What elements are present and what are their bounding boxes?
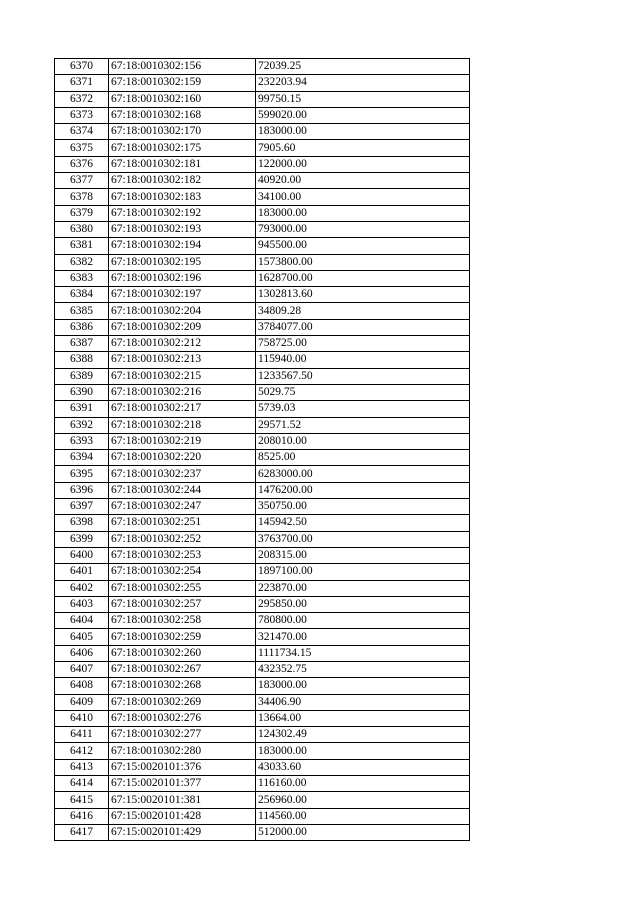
row-number-cell: 6381	[55, 238, 109, 254]
cadastral-value-table	[54, 58, 470, 841]
row-number-cell: 6379	[55, 205, 109, 221]
cadastral-value-cell: 99750.15	[256, 91, 470, 107]
row-number-cell: 6377	[55, 173, 109, 189]
cadastral-number-cell: 67:15:0020101:429	[109, 824, 256, 840]
row-number-cell: 6408	[55, 678, 109, 694]
table-row	[55, 678, 470, 694]
cadastral-value-cell: 34100.00	[256, 189, 470, 205]
cadastral-value-cell: 5739.03	[256, 401, 470, 417]
row-number-cell: 6401	[55, 564, 109, 580]
cadastral-number-cell: 67:18:0010302:257	[109, 596, 256, 612]
table-row	[55, 303, 470, 319]
cadastral-value-cell: 29571.52	[256, 417, 470, 433]
cadastral-value-cell: 3763700.00	[256, 531, 470, 547]
cadastral-number-cell: 67:18:0010302:197	[109, 287, 256, 303]
cadastral-number-cell: 67:18:0010302:260	[109, 645, 256, 661]
table-row	[55, 580, 470, 596]
cadastral-number-cell: 67:15:0020101:428	[109, 808, 256, 824]
cadastral-value-cell: 72039.25	[256, 59, 470, 75]
row-number-cell: 6417	[55, 824, 109, 840]
row-number-cell: 6413	[55, 759, 109, 775]
cadastral-value-cell: 1476200.00	[256, 482, 470, 498]
table-row	[55, 433, 470, 449]
table-row	[55, 140, 470, 156]
cadastral-number-cell: 67:18:0010302:268	[109, 678, 256, 694]
cadastral-value-cell: 43033.60	[256, 759, 470, 775]
cadastral-number-cell: 67:18:0010302:194	[109, 238, 256, 254]
cadastral-number-cell: 67:18:0010302:156	[109, 59, 256, 75]
cadastral-value-cell: 8525.00	[256, 450, 470, 466]
cadastral-value-cell: 114560.00	[256, 808, 470, 824]
cadastral-value-cell: 432352.75	[256, 661, 470, 677]
row-number-cell: 6376	[55, 156, 109, 172]
row-number-cell: 6392	[55, 417, 109, 433]
row-number-cell: 6384	[55, 287, 109, 303]
table-row	[55, 694, 470, 710]
cadastral-value-cell: 758725.00	[256, 336, 470, 352]
table-row	[55, 499, 470, 515]
table-row	[55, 417, 470, 433]
cadastral-value-cell: 1111734.15	[256, 645, 470, 661]
row-number-cell: 6385	[55, 303, 109, 319]
cadastral-value-cell: 1897100.00	[256, 564, 470, 580]
cadastral-value-cell: 1233567.50	[256, 368, 470, 384]
cadastral-number-cell: 67:18:0010302:175	[109, 140, 256, 156]
table-row	[55, 254, 470, 270]
cadastral-number-cell: 67:18:0010302:276	[109, 710, 256, 726]
row-number-cell: 6391	[55, 401, 109, 417]
table-row	[55, 156, 470, 172]
cadastral-number-cell: 67:15:0020101:376	[109, 759, 256, 775]
table-row	[55, 173, 470, 189]
cadastral-value-cell: 34809.28	[256, 303, 470, 319]
cadastral-number-cell: 67:18:0010302:204	[109, 303, 256, 319]
table-row	[55, 547, 470, 563]
row-number-cell: 6375	[55, 140, 109, 156]
row-number-cell: 6393	[55, 433, 109, 449]
cadastral-value-cell: 183000.00	[256, 678, 470, 694]
row-number-cell: 6372	[55, 91, 109, 107]
row-number-cell: 6402	[55, 580, 109, 596]
cadastral-value-cell: 34406.90	[256, 694, 470, 710]
cadastral-number-cell: 67:18:0010302:267	[109, 661, 256, 677]
cadastral-value-cell: 115940.00	[256, 352, 470, 368]
row-number-cell: 6410	[55, 710, 109, 726]
row-number-cell: 6389	[55, 368, 109, 384]
cadastral-value-cell: 780800.00	[256, 613, 470, 629]
cadastral-number-cell: 67:15:0020101:381	[109, 792, 256, 808]
cadastral-value-cell: 512000.00	[256, 824, 470, 840]
row-number-cell: 6403	[55, 596, 109, 612]
row-number-cell: 6407	[55, 661, 109, 677]
cadastral-number-cell: 67:18:0010302:209	[109, 319, 256, 335]
cadastral-number-cell: 67:18:0010302:160	[109, 91, 256, 107]
cadastral-value-cell: 1302813.60	[256, 287, 470, 303]
cadastral-number-cell: 67:18:0010302:215	[109, 368, 256, 384]
cadastral-number-cell: 67:18:0010302:159	[109, 75, 256, 91]
cadastral-number-cell: 67:18:0010302:220	[109, 450, 256, 466]
cadastral-value-cell: 145942.50	[256, 515, 470, 531]
cadastral-value-cell: 7905.60	[256, 140, 470, 156]
cadastral-number-cell: 67:18:0010302:182	[109, 173, 256, 189]
cadastral-value-cell: 1573800.00	[256, 254, 470, 270]
cadastral-value-cell: 1628700.00	[256, 270, 470, 286]
row-number-cell: 6380	[55, 221, 109, 237]
table-row	[55, 727, 470, 743]
cadastral-number-cell: 67:18:0010302:218	[109, 417, 256, 433]
cadastral-value-cell: 350750.00	[256, 499, 470, 515]
table-row	[55, 189, 470, 205]
table-row	[55, 613, 470, 629]
row-number-cell: 6382	[55, 254, 109, 270]
cadastral-number-cell: 67:18:0010302:195	[109, 254, 256, 270]
table-row	[55, 287, 470, 303]
row-number-cell: 6370	[55, 59, 109, 75]
table-row	[55, 75, 470, 91]
row-number-cell: 6386	[55, 319, 109, 335]
cadastral-number-cell: 67:18:0010302:212	[109, 336, 256, 352]
cadastral-number-cell: 67:18:0010302:216	[109, 384, 256, 400]
table-row	[55, 59, 470, 75]
cadastral-number-cell: 67:18:0010302:251	[109, 515, 256, 531]
table-row	[55, 564, 470, 580]
cadastral-number-cell: 67:18:0010302:193	[109, 221, 256, 237]
cadastral-number-cell: 67:18:0010302:259	[109, 629, 256, 645]
table-row	[55, 743, 470, 759]
row-number-cell: 6406	[55, 645, 109, 661]
row-number-cell: 6416	[55, 808, 109, 824]
table-row	[55, 629, 470, 645]
table-row	[55, 205, 470, 221]
table-row	[55, 645, 470, 661]
table-body	[55, 59, 470, 841]
table-row	[55, 91, 470, 107]
cadastral-value-cell: 223870.00	[256, 580, 470, 596]
cadastral-number-cell: 67:18:0010302:181	[109, 156, 256, 172]
table-row	[55, 221, 470, 237]
row-number-cell: 6396	[55, 482, 109, 498]
row-number-cell: 6373	[55, 107, 109, 123]
table-row	[55, 759, 470, 775]
table-row	[55, 776, 470, 792]
cadastral-value-cell: 5029.75	[256, 384, 470, 400]
cadastral-number-cell: 67:18:0010302:269	[109, 694, 256, 710]
cadastral-number-cell: 67:18:0010302:217	[109, 401, 256, 417]
cadastral-number-cell: 67:18:0010302:168	[109, 107, 256, 123]
row-number-cell: 6398	[55, 515, 109, 531]
cadastral-value-cell: 6283000.00	[256, 466, 470, 482]
row-number-cell: 6414	[55, 776, 109, 792]
row-number-cell: 6388	[55, 352, 109, 368]
cadastral-value-cell: 208315.00	[256, 547, 470, 563]
row-number-cell: 6395	[55, 466, 109, 482]
table-row	[55, 352, 470, 368]
cadastral-value-cell: 208010.00	[256, 433, 470, 449]
cadastral-value-cell: 232203.94	[256, 75, 470, 91]
table-row	[55, 482, 470, 498]
table-row	[55, 710, 470, 726]
row-number-cell: 6399	[55, 531, 109, 547]
row-number-cell: 6400	[55, 547, 109, 563]
cadastral-number-cell: 67:18:0010302:277	[109, 727, 256, 743]
row-number-cell: 6371	[55, 75, 109, 91]
cadastral-number-cell: 67:18:0010302:252	[109, 531, 256, 547]
table-row	[55, 319, 470, 335]
row-number-cell: 6378	[55, 189, 109, 205]
row-number-cell: 6411	[55, 727, 109, 743]
cadastral-number-cell: 67:18:0010302:192	[109, 205, 256, 221]
cadastral-number-cell: 67:18:0010302:254	[109, 564, 256, 580]
cadastral-number-cell: 67:18:0010302:253	[109, 547, 256, 563]
cadastral-number-cell: 67:18:0010302:183	[109, 189, 256, 205]
row-number-cell: 6397	[55, 499, 109, 515]
row-number-cell: 6415	[55, 792, 109, 808]
table-row	[55, 531, 470, 547]
cadastral-number-cell: 67:18:0010302:196	[109, 270, 256, 286]
cadastral-number-cell: 67:18:0010302:255	[109, 580, 256, 596]
row-number-cell: 6404	[55, 613, 109, 629]
table-row	[55, 466, 470, 482]
table-row	[55, 824, 470, 840]
table-row	[55, 661, 470, 677]
cadastral-value-cell: 124302.49	[256, 727, 470, 743]
table-row	[55, 238, 470, 254]
row-number-cell: 6405	[55, 629, 109, 645]
cadastral-value-cell: 3784077.00	[256, 319, 470, 335]
row-number-cell: 6374	[55, 124, 109, 140]
cadastral-value-cell: 13664.00	[256, 710, 470, 726]
cadastral-value-cell: 183000.00	[256, 124, 470, 140]
cadastral-number-cell: 67:18:0010302:170	[109, 124, 256, 140]
table-row	[55, 515, 470, 531]
table-row	[55, 596, 470, 612]
table-row	[55, 107, 470, 123]
table-row	[55, 368, 470, 384]
cadastral-value-cell: 122000.00	[256, 156, 470, 172]
cadastral-number-cell: 67:18:0010302:280	[109, 743, 256, 759]
table-row	[55, 792, 470, 808]
cadastral-value-cell: 321470.00	[256, 629, 470, 645]
table-row	[55, 270, 470, 286]
cadastral-number-cell: 67:18:0010302:247	[109, 499, 256, 515]
cadastral-number-cell: 67:18:0010302:219	[109, 433, 256, 449]
table-row	[55, 384, 470, 400]
cadastral-value-cell: 183000.00	[256, 205, 470, 221]
row-number-cell: 6383	[55, 270, 109, 286]
row-number-cell: 6409	[55, 694, 109, 710]
cadastral-value-cell: 945500.00	[256, 238, 470, 254]
table-row	[55, 124, 470, 140]
table-row	[55, 450, 470, 466]
cadastral-number-cell: 67:18:0010302:244	[109, 482, 256, 498]
cadastral-value-cell: 183000.00	[256, 743, 470, 759]
cadastral-number-cell: 67:18:0010302:258	[109, 613, 256, 629]
row-number-cell: 6394	[55, 450, 109, 466]
row-number-cell: 6412	[55, 743, 109, 759]
cadastral-value-cell: 40920.00	[256, 173, 470, 189]
table-row	[55, 808, 470, 824]
table-row	[55, 401, 470, 417]
cadastral-value-cell: 256960.00	[256, 792, 470, 808]
cadastral-value-cell: 793000.00	[256, 221, 470, 237]
row-number-cell: 6390	[55, 384, 109, 400]
cadastral-number-cell: 67:18:0010302:237	[109, 466, 256, 482]
cadastral-number-cell: 67:18:0010302:213	[109, 352, 256, 368]
cadastral-value-cell: 116160.00	[256, 776, 470, 792]
cadastral-value-cell: 599020.00	[256, 107, 470, 123]
row-number-cell: 6387	[55, 336, 109, 352]
cadastral-value-cell: 295850.00	[256, 596, 470, 612]
cadastral-number-cell: 67:15:0020101:377	[109, 776, 256, 792]
table-row	[55, 336, 470, 352]
